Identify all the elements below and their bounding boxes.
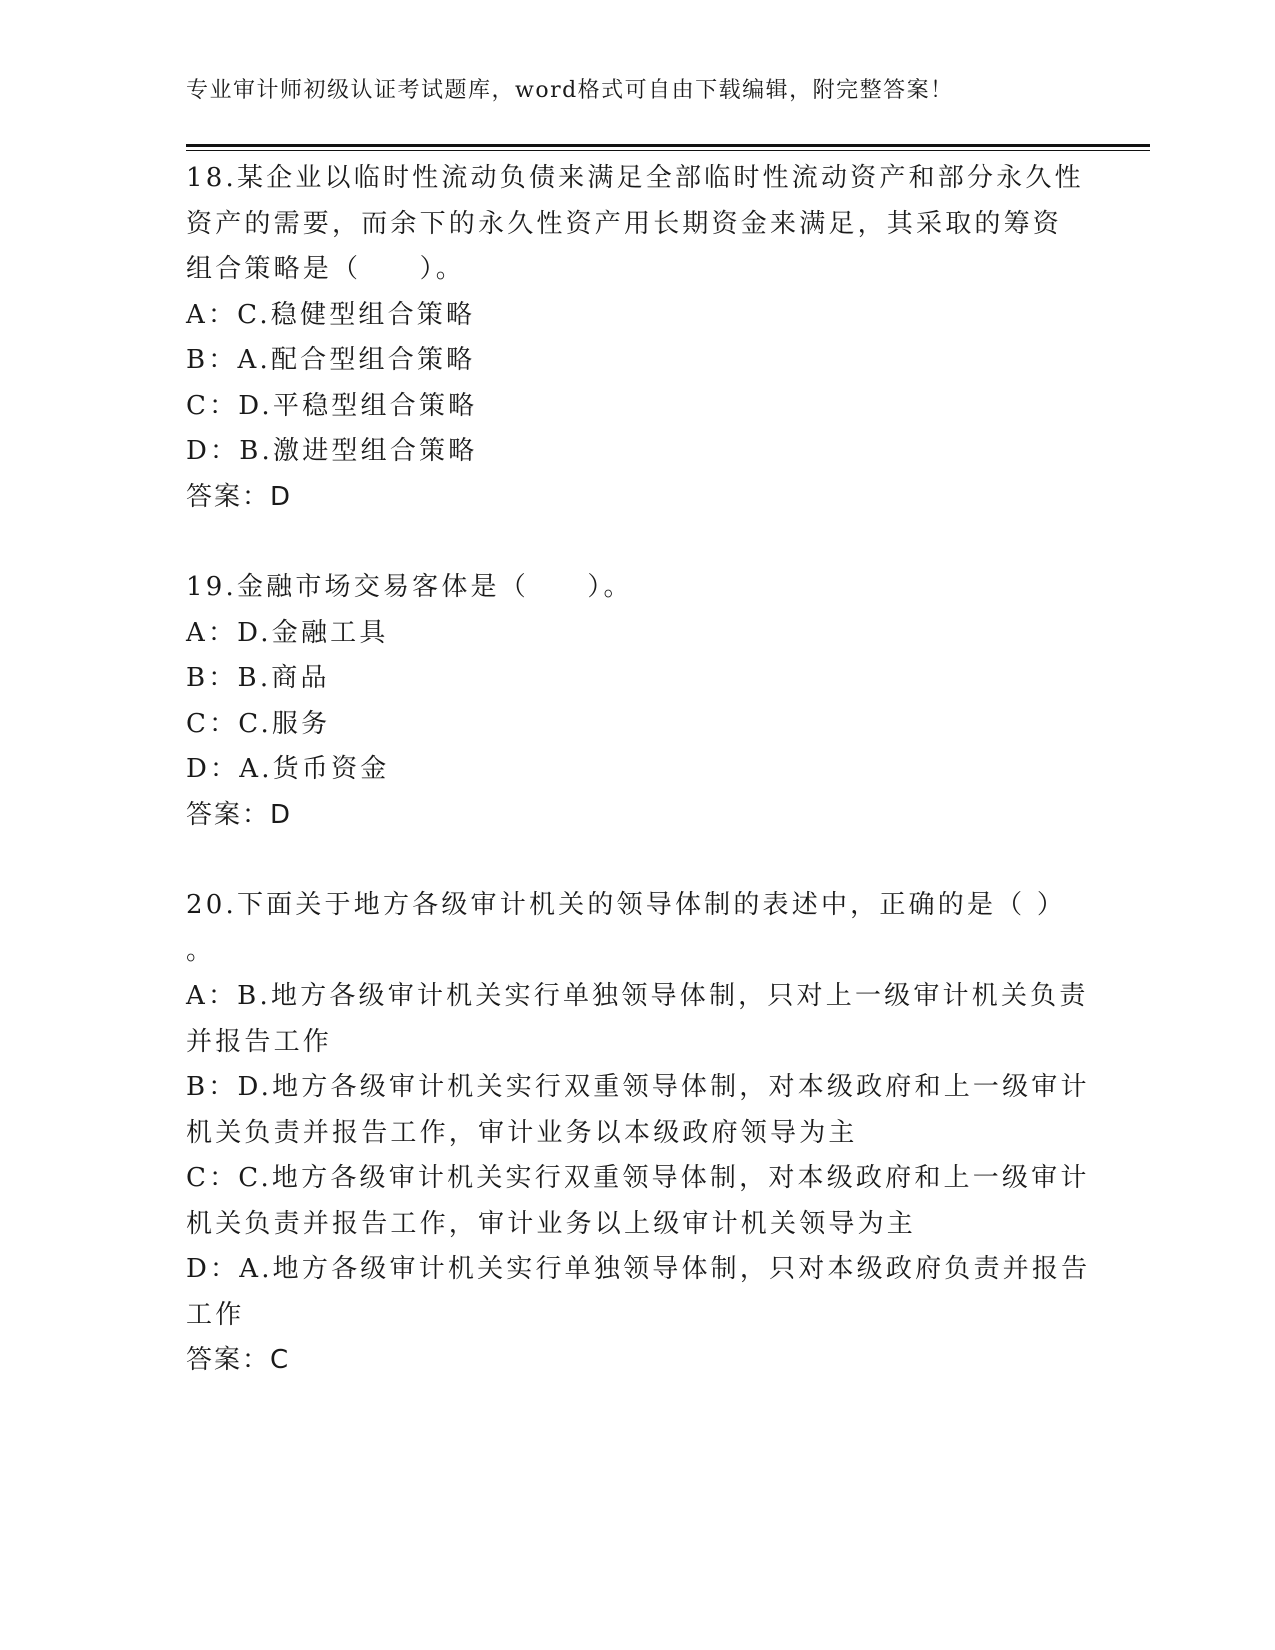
option-c: C：C.地方各级审计机关实行双重领导体制，对本级政府和上一级审计 bbox=[186, 1163, 1090, 1193]
option-a: A：D.金融工具 bbox=[186, 617, 389, 648]
option-b: B：A.配合型组合策略 bbox=[186, 345, 476, 375]
option-b-continued: 机关负责并报告工作，审计业务以本级政府领导为主 bbox=[186, 1117, 858, 1148]
option-d: D：A.货币资金 bbox=[186, 754, 390, 784]
option-b: B：B.商品 bbox=[186, 663, 330, 693]
option-d: D：A.地方各级审计机关实行单独领导体制，只对本级政府负责并报告 bbox=[186, 1254, 1091, 1284]
option-a-continued: 并报告工作 bbox=[186, 1026, 333, 1057]
page-header: 专业审计师初级认证考试题库，word格式可自由下载编辑，附完整答案！ bbox=[186, 78, 954, 103]
option-c-continued: 机关负责并报告工作，审计业务以上级审计机关领导为主 bbox=[186, 1208, 917, 1239]
option-d: D：B.激进型组合策略 bbox=[186, 436, 478, 466]
question-stem-line: 19.金融市场交易客体是（ ）。 bbox=[186, 572, 633, 602]
header-rule-thick bbox=[186, 144, 1150, 147]
question-stem-line: 资产的需要，而余下的永久性资产用长期资金来满足，其采取的筹资 bbox=[186, 208, 1063, 239]
question-20 bbox=[186, 883, 1091, 1384]
question-stem-line: 18.某企业以临时性流动负债来满足全部临时性流动资产和部分永久性 bbox=[186, 163, 1084, 193]
question-stem-line: 20.下面关于地方各级审计机关的领导体制的表述中，正确的是（ ） bbox=[186, 890, 1067, 920]
answer-text: 答案：D bbox=[186, 481, 293, 512]
option-a: A：C.稳健型组合策略 bbox=[186, 299, 476, 330]
question-stem-line: 组合策略是（ ）。 bbox=[186, 254, 466, 284]
question-stem-line: 。 bbox=[186, 935, 216, 966]
header-rule-thin bbox=[186, 150, 1150, 151]
option-d-continued: 工作 bbox=[186, 1299, 245, 1330]
option-a: A：B.地方各级审计机关实行单独领导体制，只对上一级审计机关负责 bbox=[186, 981, 1089, 1011]
question-18 bbox=[186, 156, 1086, 520]
question-19 bbox=[186, 565, 1086, 838]
option-b: B：D.地方各级审计机关实行双重领导体制，对本级政府和上一级审计 bbox=[186, 1072, 1090, 1102]
answer-text: 答案：C bbox=[186, 1345, 291, 1375]
option-c: C：D.平稳型组合策略 bbox=[186, 390, 478, 421]
answer-text: 答案：D bbox=[186, 799, 293, 830]
option-c: C：C.服务 bbox=[186, 708, 331, 739]
question-list bbox=[186, 156, 1091, 1429]
